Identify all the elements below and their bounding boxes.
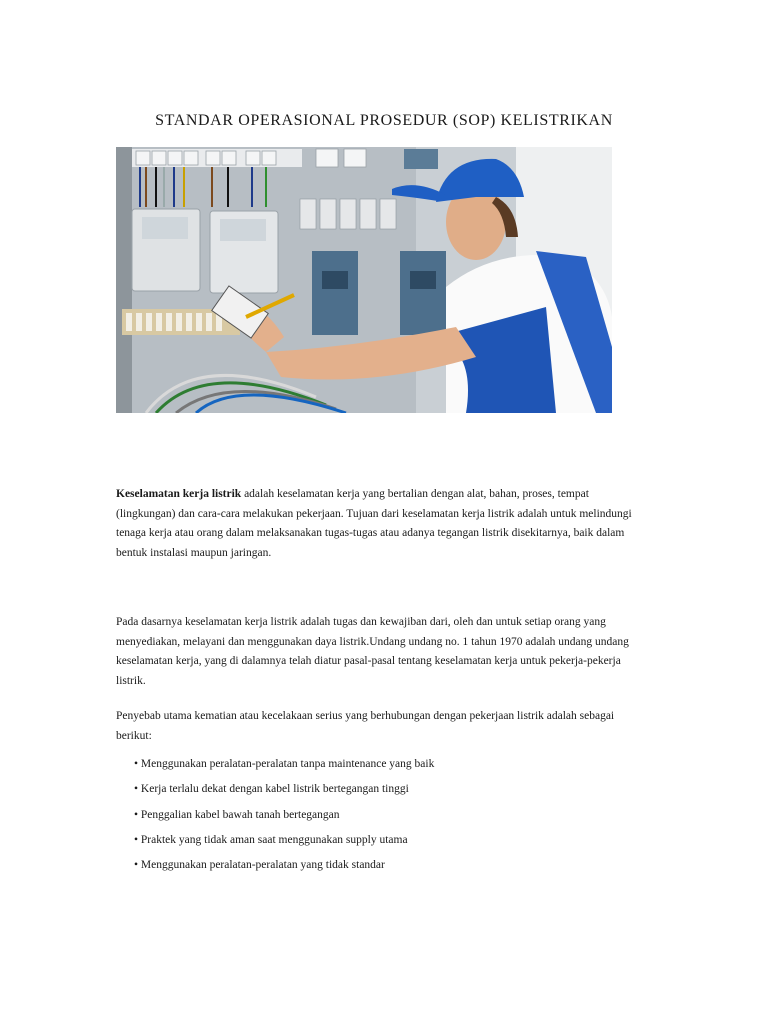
paragraph-lead: Keselamatan kerja listrik <box>116 488 242 500</box>
list-item: • Menggunakan peralatan-peralatan tanpa maintenance yang baik <box>134 755 434 780</box>
list-item: • Praktek yang tidak aman saat menggunakan supply utama <box>134 831 434 856</box>
paragraph-keselamatan <box>116 485 646 563</box>
list-item: • Penggalian kabel bawah tanah bertegangan <box>134 806 434 831</box>
paragraph-penyebab: Penyebab utama kematian atau kecelakaan serius yang berhubungan dengan pekerjaan listrik adalah sebagai berikut: <box>116 710 615 742</box>
list-item: • Kerja terlalu dekat dengan kabel listrik bertegangan tinggi <box>134 780 434 805</box>
page-title: STANDAR OPERASIONAL PROSEDUR (SOP) KELISTRIKAN <box>155 112 613 129</box>
cause-list <box>134 755 434 881</box>
electrician-photo <box>116 147 612 413</box>
paragraph-text: adalah keselamatan kerja yang bertalian dengan alat, bahan, proses, tempat (lingkungan) dan cara-cara melakukan pekerjaan. Tujuan dari keselamatan kerja listrik adalah untuk melindungi tenaga kerja atau orang dalam melaksanakan tugas-tugas atau adanya tegangan listrik disekitarnya, baik dalam bentuk instalasi maupun jaringan. <box>116 488 632 559</box>
list-item: • Menggunakan peralatan-peralatan yang tidak standar <box>134 856 434 881</box>
paragraph-dasarnya: Pada dasarnya keselamatan kerja listrik adalah tugas dan kewajiban dari, oleh dan untuk setiap orang yang menyediakan, melayani dan menggunakan daya listrik.Undang undang no. 1 tahun 1970 adalah undang undang keselamatan kerja, yang di dalamnya telah diatur pasal-pasal tentang keselamatan kerja untuk pekerja-pekerja listrik. <box>116 616 629 687</box>
